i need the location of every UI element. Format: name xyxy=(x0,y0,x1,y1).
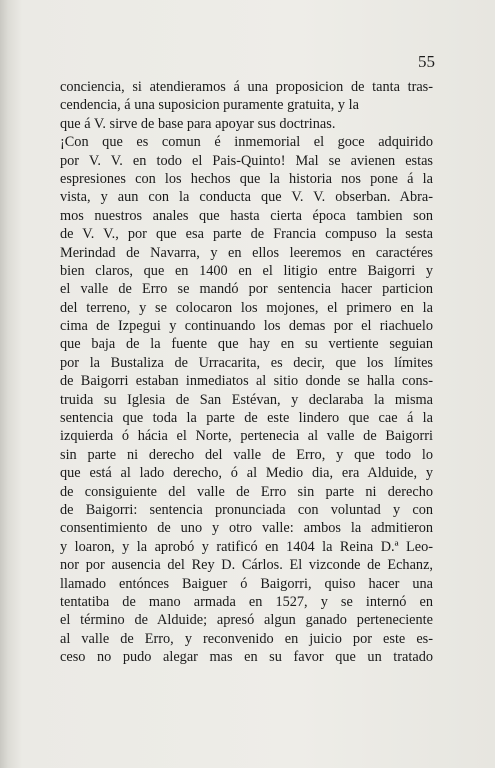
text-line: que á V. sirve de base para apoyar sus doctrinas. xyxy=(60,115,336,132)
text-line: tentatiba de mano armada en 1527, y se internó en xyxy=(60,593,433,610)
text-line: por la Bustaliza de Urracarita, es decir, que los límites xyxy=(60,354,433,371)
text-line: mos nuestros anales que hasta cierta época tambien son xyxy=(60,207,433,224)
text-line: ¡Con que es comun é inmemorial el goce adquirido xyxy=(60,134,433,151)
text-line: sin parte ni derecho del valle de Erro, y que todo lo xyxy=(60,446,433,463)
text-line: bien claros, que en 1400 en el litigio entre Baigorri y xyxy=(60,262,433,279)
text-line: del terreno, y se colocaron los mojones, el primero en la xyxy=(60,299,433,316)
text-line: que está al lado derecho, ó al Medio dia, era Alduide, y xyxy=(60,465,433,482)
text-line: de Baigorri estaban inmediatos al sitio donde se halla cons- xyxy=(60,373,433,390)
text-line: el término de Alduide; apresó algun ganado perteneciente xyxy=(60,612,433,629)
page-number: 55 xyxy=(418,52,435,71)
text-line: por V. V. en todo el Pais-Quinto! Mal se avienen estas xyxy=(60,152,433,169)
text-line: de consiguiente del valle de Erro sin parte ni derecho xyxy=(60,483,433,500)
text-line: izquierda ó hácia el Norte, pertenecia al valle de Baigorri xyxy=(60,428,433,445)
text-line: vista, y aun con la conducta que V. V. obserban. Abra- xyxy=(60,189,433,206)
text-line: que baja de la fuente que hay en su vertiente seguian xyxy=(60,336,433,353)
text-line: sentencia que toda la parte de este lindero que cae á la xyxy=(60,410,433,427)
text-line: el valle de Erro se mandó por sentencia hacer particion xyxy=(60,281,433,298)
text-line: conciencia, si atendieramos á una proposicion de tanta tras- xyxy=(60,79,433,95)
text-line: truida su Iglesia de San Estévan, y declaraba la misma xyxy=(60,391,433,408)
text-line: nor por ausencia del Rey D. Cárlos. El vizconde de Echanz, xyxy=(60,557,433,574)
text-line: al valle de Erro, y reconvenido en juicio por este es- xyxy=(60,630,433,647)
text-line: de V. V., por que esa parte de Francia compuso la sesta xyxy=(60,226,433,243)
text-line: llamado entónces Baiguer ó Baigorri, quiso hacer una xyxy=(60,575,433,592)
body-text xyxy=(60,78,433,667)
text-line: y loaron, y la aprobó y ratificó en 1404 la Reina D.ª Leo- xyxy=(60,538,433,555)
text-line: espresiones con los hechos que la historia nos pone á la xyxy=(60,170,433,187)
text-line: cendencia, á una suposicion puramente gratuita, y la xyxy=(60,97,359,114)
text-line: cima de Izpegui y continuando los demas por el riachuelo xyxy=(60,318,433,335)
text-line: consentimiento de uno y otro valle: ambos la admitieron xyxy=(60,520,433,537)
text-line: ceso no pudo alegar mas en su favor que un tratado xyxy=(60,649,433,666)
text-line: Merindad de Navarra, y en ellos leeremos en caractéres xyxy=(60,244,433,261)
text-line: de Baigorri: sentencia pronunciada con voluntad y con xyxy=(60,501,433,518)
